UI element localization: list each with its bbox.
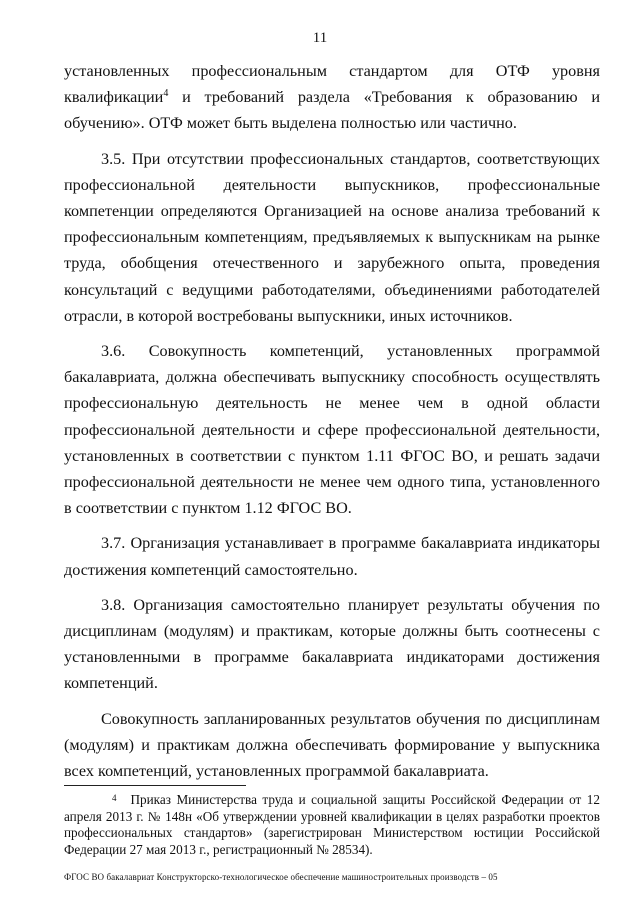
paragraph-3-6: 3.6. Совокупность компетенций, установленных программой бакалавриата, должна обеспечивать выпускнику способность осуществлять профессиональную деятельность не менее чем в одной области профессиональной деятельности и сфере профессиональной деятельности, установленных в соответствии с пунктом 1.11 ФГОС ВО, и решать задачи профессиональной деятельности не менее чем одного типа, установленного в соответствии с пунктом 1.12 ФГОС ВО.: [64, 342, 600, 518]
footnote-divider: [64, 785, 246, 786]
paragraph-text: и требований раздела «Требования к образованию и обучению». ОТФ может быть выделена полностью или частично.: [64, 88, 600, 133]
paragraph-text: установленных профессиональным стандартом для ОТФ уровня квалификации: [64, 62, 600, 107]
paragraph-3-8: 3.8. Организация самостоятельно планирует результаты обучения по дисциплинам (модулям) и практикам, которые должны быть соотнесены с установленными в программе бакалавриата индикаторами достижения компетенций.: [64, 595, 600, 693]
page-number: 11: [312, 30, 328, 46]
footnote-reference: 4: [163, 88, 169, 100]
paragraph-continuation: [64, 58, 600, 137]
document-body: [64, 58, 600, 784]
footnote-text: Приказ Министерства труда и социальной защиты Российской Федерации от 12 апреля 2013 г. № 148н «Об утверждении уровней квалификации в целях разработки проектов профессиональных стандартов» (зарегистрирован Министерством юстиции Российской Федерации 27 мая 2013 г., регистрационный № 28534).: [64, 792, 600, 857]
footnote: [64, 792, 600, 858]
footnote-marker: 4: [112, 793, 117, 803]
paragraph-3-7: 3.7. Организация устанавливает в программе бакалавриата индикаторы достижения компетенций самостоятельно.: [64, 534, 600, 579]
paragraph-results: Совокупность запланированных результатов обучения по дисциплинам (модулям) и практикам должна обеспечивать формирование у выпускника всех компетенций, установленных программой бакалавриата.: [64, 709, 600, 781]
paragraph-3-5: 3.5. При отсутствии профессиональных стандартов, соответствующих профессиональной деятельности выпускников, профессиональные компетенции определяются Организацией на основе анализа требований к профессиональным компетенциям, предъявляемых к выпускникам на рынке труда, обобщения отечественного и зарубежного опыта, проведения консультаций с ведущими работодателями, объединениями работодателей отрасли, в которой востребованы выпускники, иных источников.: [64, 149, 600, 325]
document-footer: ФГОС ВО бакалавриат Конструкторско-технологическое обеспечение машиностроительных производств – 05: [64, 872, 498, 882]
